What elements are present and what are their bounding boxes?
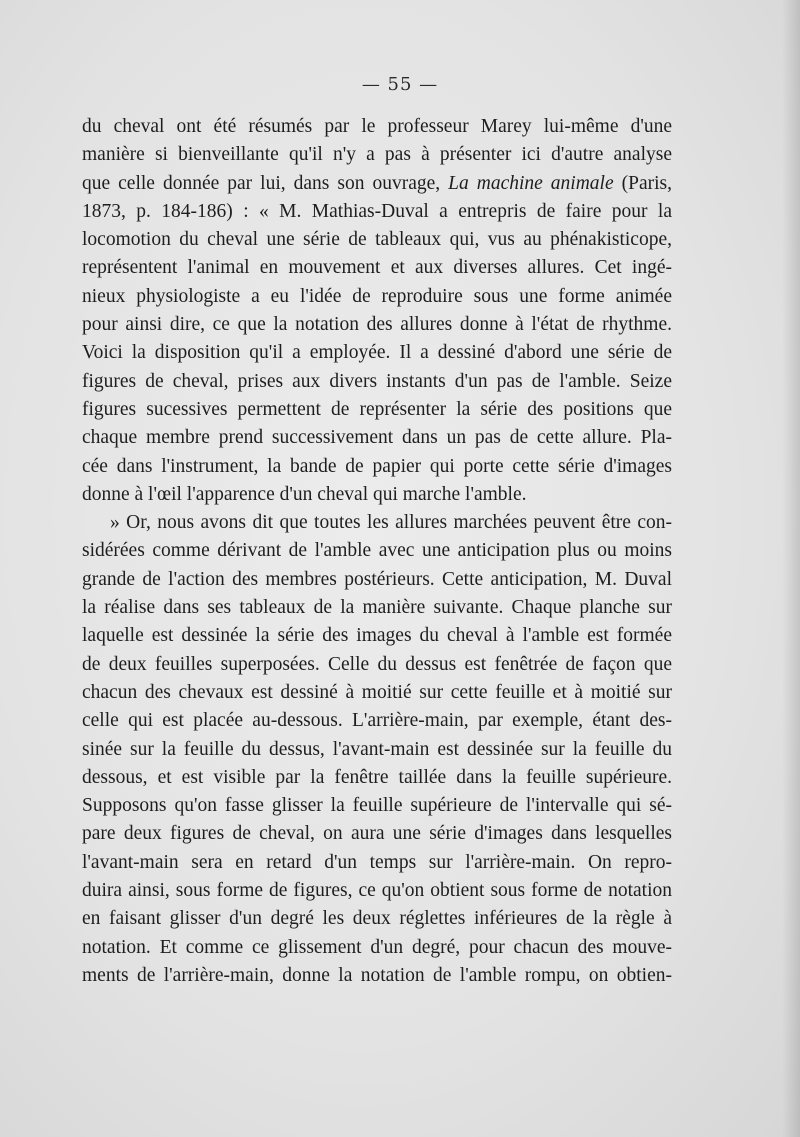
- text-line: de deux feuilles superposées. Celle du dessus est fenêtrée de façon que: [82, 653, 672, 675]
- text-line: sinée sur la feuille du dessus, l'avant-main est dessinée sur la feuille du: [82, 738, 672, 760]
- text-line: manière si bienveillante qu'il n'y a pas à présenter ici d'autre analyse: [82, 144, 672, 166]
- book-title: La machine animale: [448, 172, 614, 194]
- text-line: locomotion du cheval une série de tableaux qui, vus au phénakisticope,: [82, 229, 672, 251]
- text-line: laquelle est dessinée la série des images du cheval à l'amble est formée: [82, 625, 672, 647]
- text-line: pare deux figures de cheval, on aura une série d'images dans lesquelles: [82, 823, 672, 845]
- text-line: figures de cheval, prises aux divers instants d'un pas de l'amble. Seize: [82, 370, 672, 392]
- text-line: cée dans l'instrument, la bande de papier qui porte cette série d'images: [82, 455, 672, 477]
- text-segment: (Paris,: [613, 172, 672, 194]
- page-number: — 55 —: [361, 74, 439, 95]
- text-line: chaque membre prend successivement dans un pas de cette allure. Pla-: [82, 427, 672, 449]
- text-line: Voici la disposition qu'il a employée. Il a dessiné d'abord une série de: [82, 342, 672, 364]
- text-line: grande de l'action des membres postérieurs. Cette anticipation, M. Duval: [82, 568, 672, 590]
- text-line: nieux physiologiste a eu l'idée de reproduire sous une forme animée: [82, 285, 672, 307]
- text-line: 1873, p. 184-186) : « M. Mathias-Duval a entrepris de faire pour la: [82, 200, 672, 222]
- text-line: en faisant glisser d'un degré les deux réglettes inférieures de la règle à: [82, 908, 672, 930]
- text-line: chacun des chevaux est dessiné à moitié sur cette feuille et à moitié sur: [82, 681, 672, 703]
- text-line: figures sucessives permettent de représenter la série des positions que: [82, 398, 672, 420]
- text-line: sidérées comme dérivant de l'amble avec une anticipation plus ou moins: [82, 540, 672, 562]
- text-line: l'avant-main sera en retard d'un temps sur l'arrière-main. On repro-: [82, 851, 672, 873]
- text-line: ments de l'arrière-main, donne la notation de l'amble rompu, on obtien-: [82, 964, 672, 986]
- text-line: représentent l'animal en mouvement et aux diverses allures. Cet ingé-: [82, 257, 672, 279]
- text-line: du cheval ont été résumés par le professeur Marey lui-même d'une: [82, 116, 672, 137]
- text-line: duira ainsi, sous forme de figures, ce qu'on obtient sous forme de notation: [82, 880, 672, 902]
- text-segment: que celle donnée par lui, dans son ouvrage,: [82, 172, 449, 194]
- text-line: pour ainsi dire, ce que la notation des allures donne à l'état de rhythme.: [82, 314, 672, 336]
- text-line: » Or, nous avons dit que toutes les allures marchées peuvent être con-: [110, 512, 672, 534]
- text-line: notation. Et comme ce glissement d'un degré, pour chacun des mouve-: [82, 936, 672, 958]
- body-text: [82, 113, 672, 990]
- text-line: donne à l'œil l'apparence d'un cheval qui marche l'amble.: [82, 483, 527, 505]
- text-line: dessous, et est visible par la fenêtre taillée dans la feuille supérieure.: [82, 766, 672, 788]
- text-line: la réalise dans ses tableaux de la manière suivante. Chaque planche sur: [82, 597, 672, 619]
- text-line-with-title: [82, 170, 672, 198]
- text-line: Supposons qu'on fasse glisser la feuille supérieure de l'intervalle qui sé-: [82, 795, 672, 817]
- text-line: celle qui est placée au-dessous. L'arrière-main, par exemple, étant des-: [82, 710, 672, 732]
- page-edge-shadow: [782, 0, 800, 1137]
